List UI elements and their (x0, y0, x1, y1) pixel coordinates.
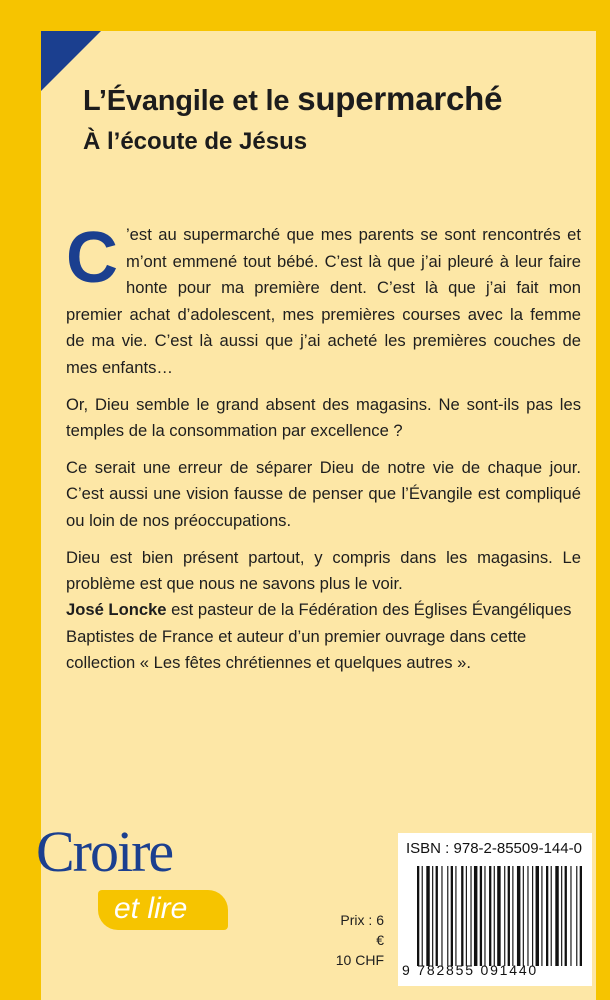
barcode-bar (422, 866, 423, 966)
barcode-bar (580, 866, 582, 966)
barcode-bar (536, 866, 539, 966)
price (330, 910, 384, 970)
title-part1: L’Évangile et le (83, 85, 298, 117)
barcode-bar (494, 866, 495, 966)
logo-tab (98, 890, 228, 930)
barcode-bar (546, 866, 548, 966)
barcode-bar (484, 866, 485, 966)
book-title (83, 80, 583, 118)
book-subtitle: À l’écoute de Jésus (83, 128, 308, 155)
barcode-bar (436, 866, 438, 966)
barcode-bar (527, 866, 528, 966)
barcode-bar (541, 866, 542, 966)
blurb-paragraph-1-text: ’est au supermarché que mes parents se sont rencontrés et m’ont emmené tout bébé. C’est là que j’ai pleuré à leur faire honte pour ma première dent. C’est là que j’ai fait mon premier achat d’adolescent, mes premières courses avec la femme de ma vie. C’est là aussi que j’ai acheté les premières couches de mes enfants… (66, 225, 581, 377)
barcode-bar (461, 866, 463, 966)
barcode-bar (565, 866, 567, 966)
author-bio-text: est pasteur de la Fédération des Églises Évangéliques Baptistes de France et auteur d’un premier ouvrage dans cette collection « Les fêtes chrétiennes et quelques autres ». (66, 600, 572, 673)
blurb-paragraph-3: Ce serait une erreur de séparer Dieu de notre vie de chaque jour. C’est aussi une vision fausse de penser que l’Évangile est compliqué ou loin de nos préoccupations. (66, 457, 581, 530)
blurb-paragraph-1 (66, 218, 581, 382)
barcode-bar (551, 866, 552, 966)
logo-word-croire: Croire (36, 819, 173, 884)
barcode-bar (466, 866, 467, 966)
barcode-bar (455, 866, 456, 966)
barcode-bar (417, 866, 419, 966)
blurb (66, 218, 581, 608)
barcode-bar (508, 866, 510, 966)
barcode-bar (517, 866, 520, 966)
barcode-bar (480, 866, 482, 966)
barcode-bar (561, 866, 562, 966)
collection-logo (28, 818, 228, 968)
barcode-bar (426, 866, 429, 966)
barcode-bar (441, 866, 442, 966)
barcode-bar (555, 866, 558, 966)
barcode-bar (523, 866, 524, 966)
blurb-paragraph-2: Or, Dieu semble le grand absent des magasins. Ne sont-ils pas les temples de la consommation par excellence ? (66, 394, 581, 441)
barcode-bar (447, 866, 448, 966)
price-chf: 10 CHF (335, 952, 384, 968)
title-part2: supermarché (297, 80, 503, 117)
dropcap: C (66, 218, 118, 298)
barcode-bar (576, 866, 577, 966)
barcode-bar (432, 866, 433, 966)
author-bio (66, 597, 581, 677)
barcode-bar (570, 866, 571, 966)
barcode-bar (474, 866, 477, 966)
barcode-bar (470, 866, 471, 966)
barcode-digits: 9 782855 091440 (402, 962, 538, 978)
barcode-bar (512, 866, 513, 966)
barcode-bar (451, 866, 453, 966)
author-name: José Loncke (66, 600, 167, 619)
isbn-label: ISBN : 978-2-85509-144-0 (406, 840, 582, 857)
logo-word-etlire: et lire (114, 892, 188, 925)
price-euro: Prix : 6 € (340, 912, 384, 948)
barcode-bar (497, 866, 500, 966)
blurb-paragraph-4: Dieu est bien présent partout, y compris dans les magasins. Le problème est que nous ne savons plus le voir. (66, 547, 581, 594)
barcode-bar (532, 866, 533, 966)
barcode (417, 866, 583, 966)
barcode-bar (504, 866, 505, 966)
barcode-bar (489, 866, 491, 966)
